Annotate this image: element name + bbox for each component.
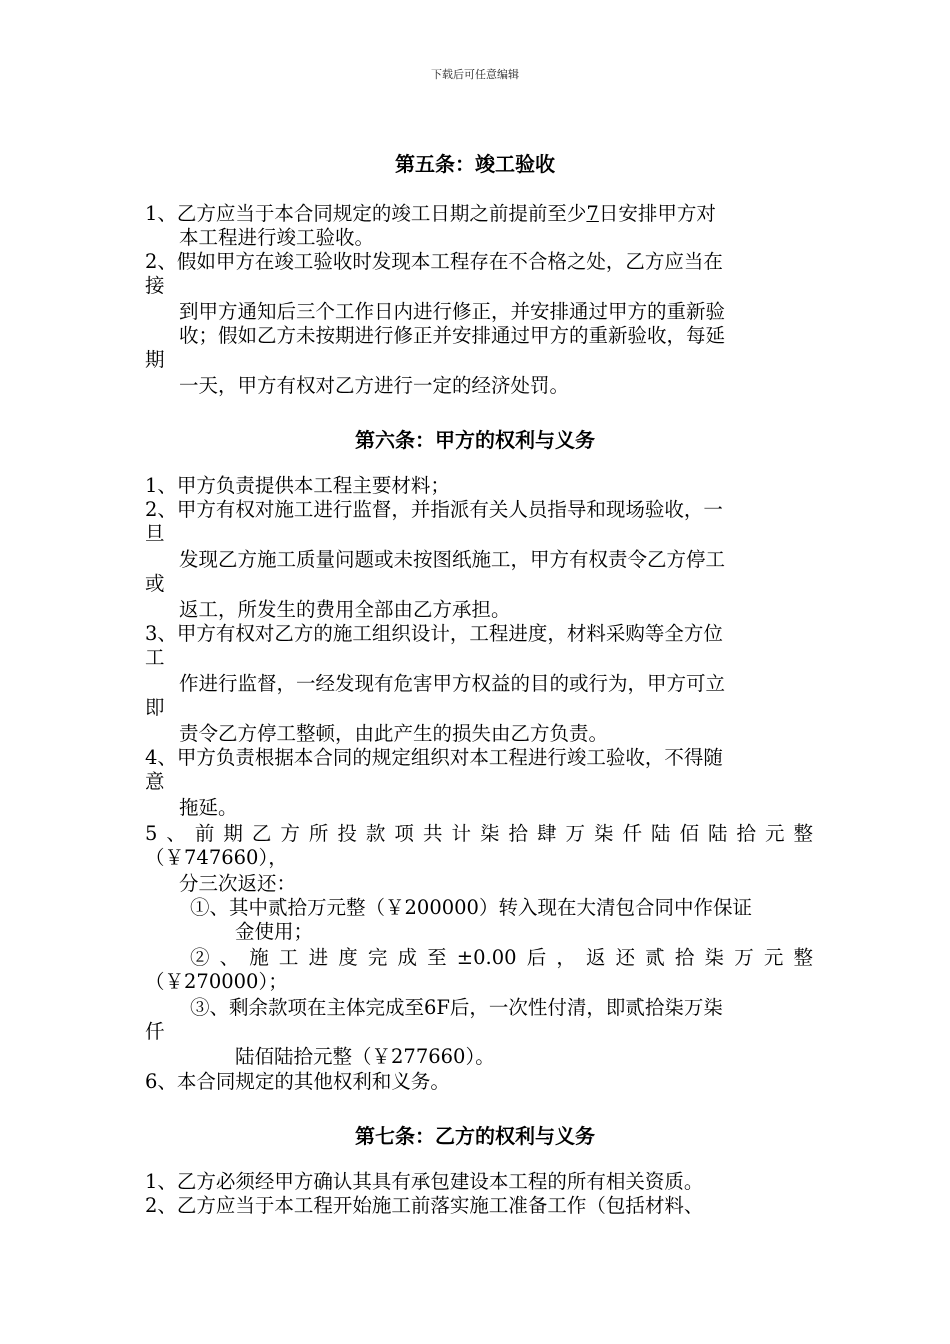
s5-line-1-text-a: 1、乙方应当于本合同规定的竣工日期之前提前至少 <box>145 202 587 225</box>
s5-line-1 <box>145 202 716 226</box>
s6-line-17: 分三次返还： <box>179 872 297 895</box>
s6-line-10: 即 <box>145 696 165 719</box>
s6-line-1: 1、甲方负责提供本工程主要材料； <box>145 474 450 497</box>
s7-line-1: 1、乙方必须经甲方确认其具有承包建设本工程的所有相关资质。 <box>145 1170 704 1193</box>
s5-line-2: 本工程进行竣工验收。 <box>179 226 375 249</box>
s6-line-21: （￥270000）； <box>145 970 288 993</box>
s5-line-3: 2、假如甲方在竣工验收时发现本工程存在不合格之处，乙方应当在 <box>145 250 723 273</box>
section-7-title: 第七条：乙方的权利与义务 <box>355 1124 595 1148</box>
s6-line-19: 金使用； <box>235 920 314 943</box>
s6-line-25: 6、本合同规定的其他权利和义务。 <box>145 1070 450 1093</box>
s6-line-3: 旦 <box>145 522 165 545</box>
s6-line-2: 2、甲方有权对施工进行监督，并指派有关人员指导和现场验收，一 <box>145 498 723 521</box>
s6-line-15: 5、前期乙方所投款项共计柒拾肆万柒仟陆佰陆拾元整 <box>145 822 813 845</box>
s6-line-11: 责令乙方停工整顿，由此产生的损失由乙方负责。 <box>179 722 609 745</box>
s6-line-18: ①、其中贰拾万元整（￥200000）转入现在大清包合同中作保证 <box>190 896 752 919</box>
s5-line-4: 接 <box>145 274 165 297</box>
s6-line-14: 拖延。 <box>179 796 238 819</box>
s5-line-6: 收；假如乙方未按期进行修正并安排通过甲方的重新验收，每延 <box>179 324 726 347</box>
s6-line-9: 作进行监督，一经发现有危害甲方权益的目的或行为，甲方可立 <box>179 672 726 695</box>
s5-line-8: 一天，甲方有权对乙方进行一定的经济处罚。 <box>179 374 570 397</box>
s6-line-24: 陆佰陆拾元整（￥277660）。 <box>235 1045 495 1068</box>
s5-days-value: 7 <box>586 202 599 225</box>
s6-line-4: 发现乙方施工质量问题或未按图纸施工，甲方有权责令乙方停工 <box>179 548 726 571</box>
s5-line-7: 期 <box>145 348 165 371</box>
s6-line-16: （￥747660）， <box>145 846 288 869</box>
s6-line-13: 意 <box>145 770 165 793</box>
s6-line-20: ②、施工进度完成至±0.00后，返还贰拾柒万元整 <box>190 946 813 969</box>
s7-line-2: 2、乙方应当于本工程开始施工前落实施工准备工作（包括材料、 <box>145 1194 704 1217</box>
s5-line-5: 到甲方通知后三个工作日内进行修正，并安排通过甲方的重新验 <box>179 300 726 323</box>
s6-line-6: 返工，所发生的费用全部由乙方承担。 <box>179 598 511 621</box>
s6-line-7: 3、甲方有权对乙方的施工组织设计，工程进度，材料采购等全方位 <box>145 622 723 645</box>
section-5-title: 第五条：竣工验收 <box>395 152 555 176</box>
s6-line-23: 仟 <box>145 1020 165 1043</box>
s6-line-22: ③、剩余款项在主体完成至6F后，一次性付清，即贰拾柒万柒 <box>190 996 723 1019</box>
section-6-title: 第六条：甲方的权利与义务 <box>355 428 595 452</box>
s6-line-12: 4、甲方负责根据本合同的规定组织对本工程进行竣工验收，不得随 <box>145 746 723 769</box>
s6-line-5: 或 <box>145 572 165 595</box>
page-header: 下载后可任意编辑 <box>431 68 519 81</box>
s5-line-1-text-c: 日安排甲方对 <box>598 202 716 225</box>
s6-line-8: 工 <box>145 646 165 669</box>
